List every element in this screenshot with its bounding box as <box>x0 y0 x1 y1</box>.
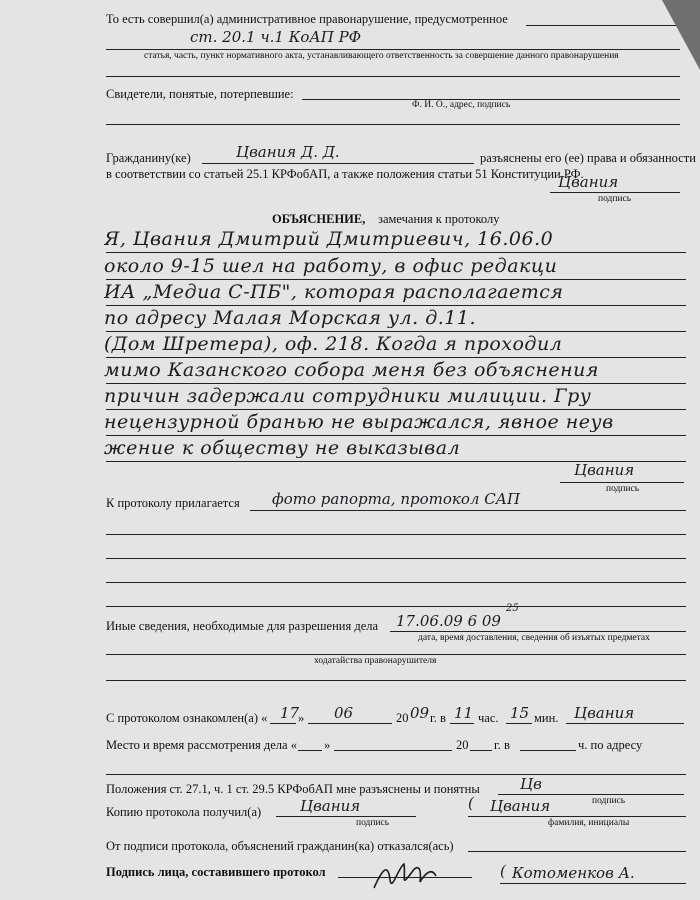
compiler-signature-mark <box>370 858 440 894</box>
other-info-line-2 <box>106 654 686 655</box>
rights-text-1: разъяснены его (ее) права и обязанности <box>480 151 696 165</box>
attachment-line-3 <box>106 558 686 559</box>
provisions-signature-caption: подпись <box>592 796 626 806</box>
explanation-signature: Цвания <box>574 461 635 479</box>
acquainted-day: 17 <box>280 704 300 722</box>
acquainted-hour-suffix: час. <box>478 711 499 725</box>
rights-signature: Цвания <box>558 173 619 191</box>
acquainted-month: 06 <box>334 704 354 722</box>
acquainted-signature: Цвания <box>574 704 635 722</box>
compiler-name-open-paren: ( <box>500 862 506 880</box>
explanation-text-line-5: (Дом Шретера), оф. 218. Когда я проходил <box>104 335 563 354</box>
other-info-value: 17.06.09 6 09 <box>396 612 501 630</box>
provisions-signature: Цв <box>520 775 542 793</box>
acquainted-min-suffix: мин. <box>534 711 559 725</box>
explanation-text-line-8: нецензурной бранью не выражался, явное неув <box>104 413 614 432</box>
violation-value: ст. 20.1 ч.1 КоАП РФ <box>190 28 362 46</box>
hearing-label: Место и время рассмотрения дела « <box>106 738 297 752</box>
explanation-line <box>106 252 686 253</box>
explanation-line <box>106 435 686 436</box>
explanation-text-line-7: причин задержали сотрудники милиции. Гру <box>104 387 592 406</box>
compiler-label: Подпись лица, составившего протокол <box>106 865 326 879</box>
witnesses-caption: Ф. И. О., адрес, подпись <box>412 100 511 110</box>
explanation-line <box>106 357 686 358</box>
explanation-line <box>106 331 686 332</box>
hearing-quote: » <box>324 738 331 752</box>
acquainted-hour-line <box>450 723 474 724</box>
copy-signature: Цвания <box>300 797 361 815</box>
acquainted-month-line <box>308 723 392 724</box>
acquainted-day-line <box>270 723 296 724</box>
hearing-hour-suffix: ч. по адресу <box>578 738 643 752</box>
attachment-line-4 <box>106 582 686 583</box>
explanation-line <box>106 305 686 306</box>
rights-signature-line <box>550 192 680 193</box>
witnesses-line-2 <box>106 124 680 125</box>
explanation-signature-caption: подпись <box>606 484 640 494</box>
acquainted-hour: 11 <box>454 704 474 722</box>
rights-signature-caption: подпись <box>598 194 632 204</box>
copy-label: Копию протокола получил(а) <box>106 805 262 819</box>
hearing-address-line <box>106 774 686 775</box>
copy-name-open-paren: ( <box>468 794 474 812</box>
hearing-hour-line <box>520 750 576 751</box>
explanation-text-line-9: жение к обществу не выказывал <box>104 439 461 458</box>
citizen-value: Цвания Д. Д. <box>236 143 340 161</box>
provisions-text: Положения ст. 27.1, ч. 1 ст. 29.5 КРФобАП мне разъяснены и понятны <box>106 782 480 796</box>
attachment-line-5 <box>106 606 686 607</box>
violation-intro-line <box>526 25 676 26</box>
acquainted-year-suffix: г. в <box>430 711 446 725</box>
violation-caption: статья, часть, пункт нормативного акта, устанавливающего ответственность за совершение данного правонарушения <box>144 51 619 61</box>
petitions-line <box>106 680 686 681</box>
refused-text: От подписи протокола, объяснений гражданин(ка) отказался(ась) <box>106 839 454 853</box>
hearing-month-line <box>334 750 452 751</box>
explanation-line <box>106 409 686 410</box>
explanation-heading: ОБЪЯСНЕНИЕ, <box>272 212 366 226</box>
acquainted-year-prefix: 20 <box>396 711 409 725</box>
explanation-text-line-2: около 9-15 шел на работу, в офис редакци <box>104 257 558 276</box>
violation-line <box>106 49 680 50</box>
explanation-text-line-3: ИА „Медиа С-ПБ", которая располагается <box>104 283 564 302</box>
citizen-line <box>202 163 474 164</box>
explanation-line <box>106 279 686 280</box>
explanation-text-line-4: по адресу Малая Морская ул. д.11. <box>104 309 477 328</box>
copy-name-caption: фамилия, инициалы <box>548 818 630 828</box>
explanation-text-line-1: Я, Цвания Дмитрий Дмитриевич, 16.06.0 <box>104 230 554 249</box>
copy-signature-line <box>276 816 416 817</box>
other-info-line <box>390 631 686 632</box>
other-info-superscript: 25 <box>506 603 519 614</box>
other-info-caption: дата, время доставления, сведения об изъятых предметах <box>418 633 650 643</box>
other-info-label: Иные сведения, необходимые для разрешения дела <box>106 619 379 633</box>
provisions-signature-line <box>498 794 684 795</box>
hearing-day-line <box>298 750 322 751</box>
citizen-label: Гражданину(ке) <box>106 151 191 165</box>
violation-extra-line <box>106 76 680 77</box>
witnesses-label: Свидетели, понятые, потерпевшие: <box>106 87 294 101</box>
hearing-year: 20 <box>456 738 469 752</box>
rights-text-2: в соответствии со статьей 25.1 КРФобАП, а также положения статьи 51 Конституции РФ. <box>106 167 584 181</box>
hearing-year-suffix: г. в <box>494 738 510 752</box>
copy-name-line <box>468 816 686 817</box>
compiler-name-line <box>500 883 686 884</box>
copy-name: Цвания <box>490 797 551 815</box>
compiler-name: Котоменков А. <box>512 864 635 882</box>
attachment-line-2 <box>106 534 686 535</box>
acquainted-year: 09 <box>410 704 430 722</box>
hearing-year-line <box>470 750 492 751</box>
attachment-value: фото рапорта, протокол САП <box>272 490 521 508</box>
refused-line <box>468 851 686 852</box>
acquainted-label: С протоколом ознакомлен(а) « <box>106 711 268 725</box>
acquainted-quote: » <box>298 711 305 725</box>
attachment-line <box>250 510 686 511</box>
attachment-label: К протоколу прилагается <box>106 496 240 510</box>
acquainted-min: 15 <box>510 704 530 722</box>
acquainted-signature-line <box>566 723 684 724</box>
petitions-caption: ходатайства правонарушителя <box>314 656 437 666</box>
explanation-signature-line <box>560 482 684 483</box>
explanation-line <box>106 383 686 384</box>
violation-intro: То есть совершил(а) административное правонарушение, предусмотренное <box>106 12 508 26</box>
acquainted-min-line <box>506 723 532 724</box>
explanation-heading-rest: замечания к протоколу <box>378 212 500 226</box>
explanation-text-line-6: мимо Казанского собора меня без объяснения <box>104 361 599 380</box>
copy-signature-caption: подпись <box>356 818 390 828</box>
